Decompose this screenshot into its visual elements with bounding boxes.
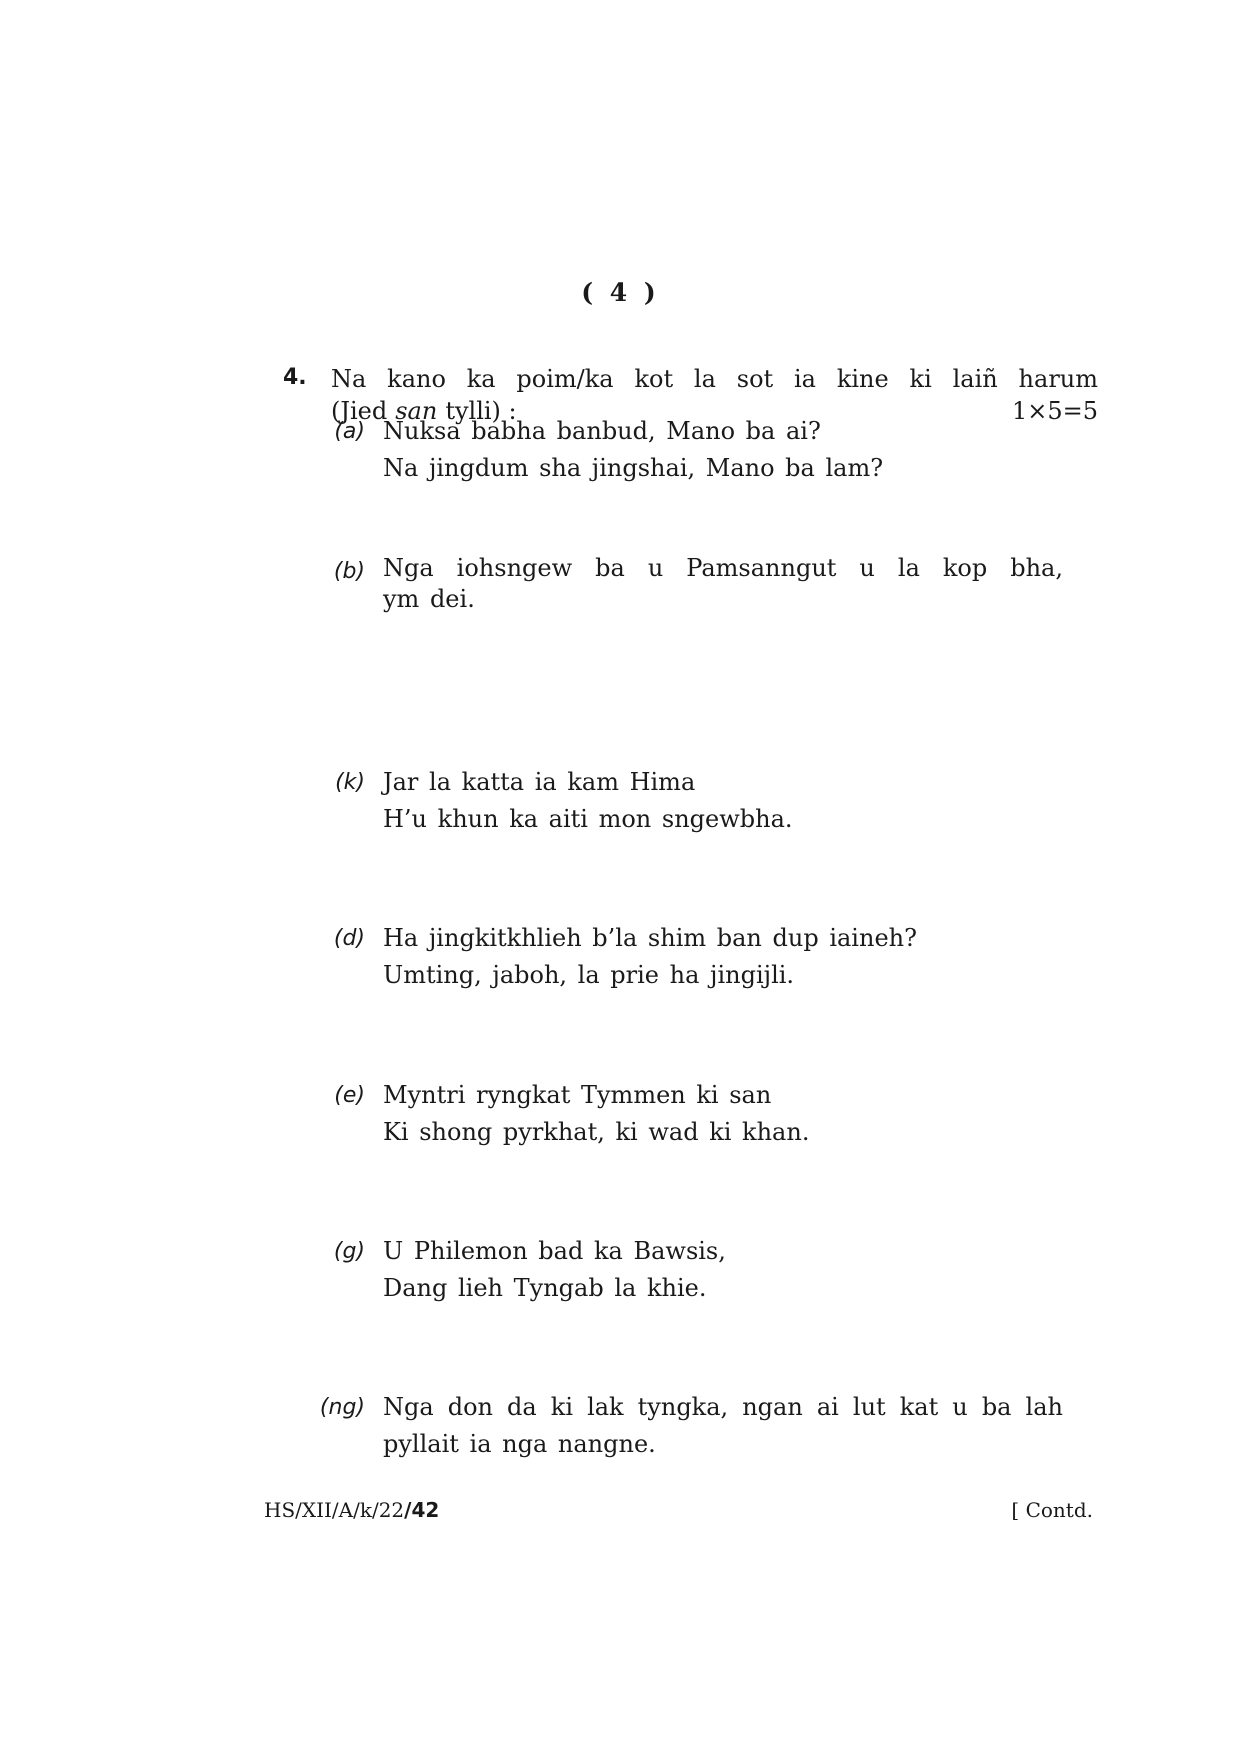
verse-line: Jar la katta ia kam Hima	[383, 768, 696, 796]
verse-line: Nuksa babha banbud, Mano ba ai?	[383, 417, 821, 445]
sub-question-label: (b)	[333, 559, 365, 584]
verse-line: Na jingdum sha jingshai, Mano ba lam?	[383, 454, 884, 482]
continued-note: [ Contd.	[1011, 1498, 1093, 1522]
verse-line: Ha jingkitkhlieh b’la shim ban dup iaineh?	[383, 924, 917, 952]
verse-line: ym dei.	[383, 585, 475, 613]
sub-question-label: (k)	[335, 770, 365, 795]
paper-code	[264, 1498, 439, 1522]
verse-line: pyllait ia nga nangne.	[383, 1430, 656, 1458]
page-number: ( 4 )	[581, 278, 660, 307]
sub-question-label: (d)	[333, 926, 365, 951]
choice-suffix: tylli) :	[445, 397, 517, 425]
sub-question-label: (a)	[334, 419, 365, 444]
verse-line: Umting, jaboh, la prie ha jingijli.	[383, 961, 795, 989]
question-instruction: Na kano ka poim/ka kot la sot ia kine ki laiñ harum	[331, 365, 1098, 393]
choice-prefix: (Jied	[331, 397, 388, 425]
paper-code-number: /42	[404, 1498, 440, 1522]
choice-emphasis: san	[395, 397, 438, 425]
verse-line: Nga iohsngew ba u Pamsanngut u la kop bha,	[383, 554, 1063, 582]
question-marks: 1×5=5	[1011, 397, 1098, 425]
sub-question-label: (ng)	[319, 1395, 365, 1420]
question-number: 4.	[283, 365, 307, 390]
verse-line: U Philemon bad ka Bawsis,	[383, 1237, 726, 1265]
verse-line: Nga don da ki lak tyngka, ngan ai lut kat u ba lah	[383, 1393, 1063, 1421]
sub-question-label: (g)	[333, 1239, 365, 1264]
paper-code-prefix: HS/XII/A/k/22	[264, 1498, 405, 1522]
verse-line: Myntri ryngkat Tymmen ki san	[383, 1081, 772, 1109]
verse-line: Dang lieh Tyngab la khie.	[383, 1274, 707, 1302]
verse-line: Ki shong pyrkhat, ki wad ki khan.	[383, 1118, 810, 1146]
sub-question-label: (e)	[334, 1083, 365, 1108]
verse-line: H’u khun ka aiti mon sngewbha.	[383, 805, 793, 833]
